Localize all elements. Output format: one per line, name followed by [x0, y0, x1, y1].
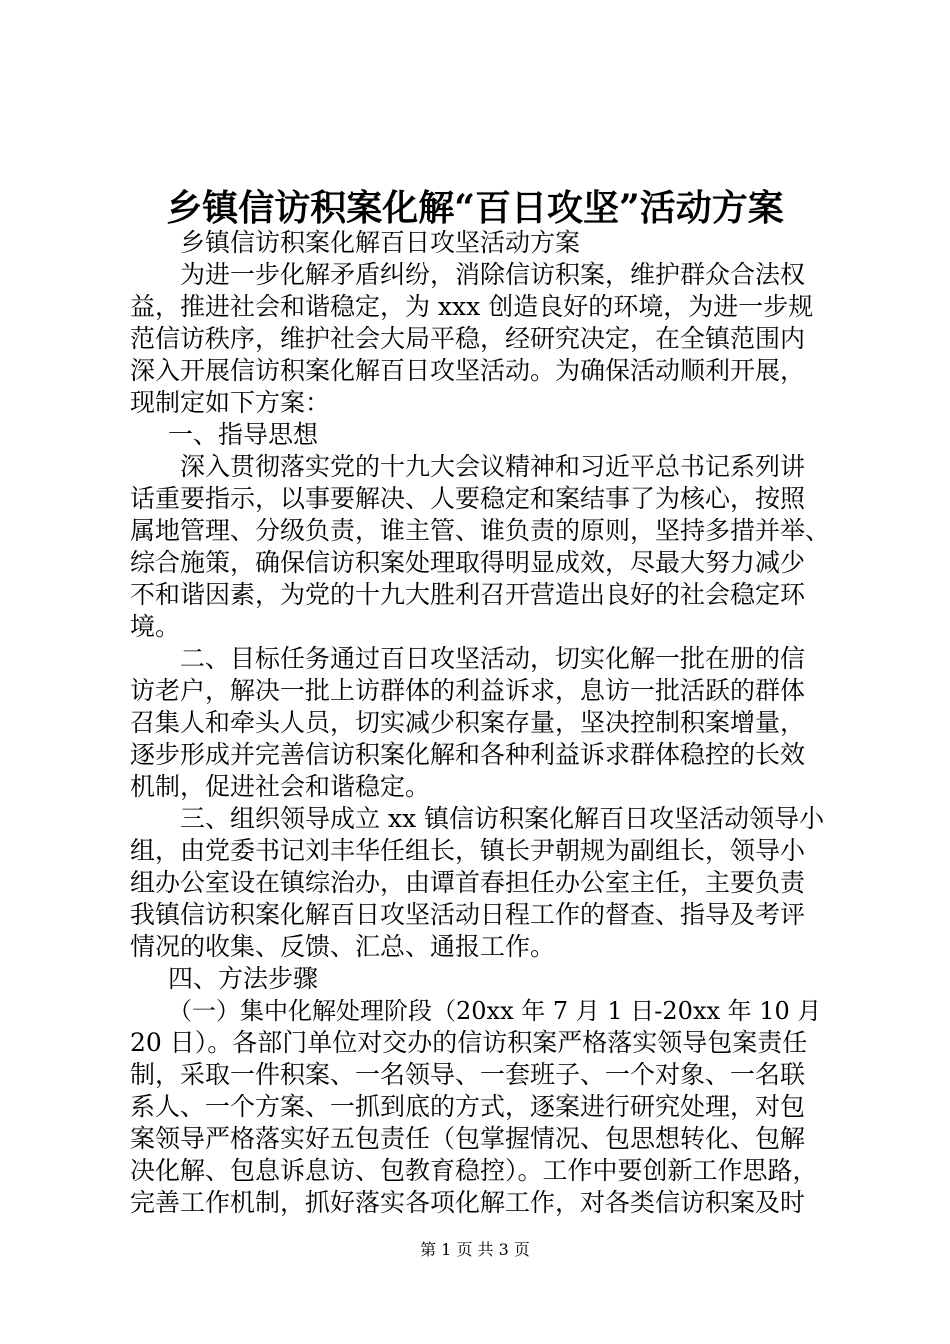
body-line: 我镇信访积案化解百日攻坚活动日程工作的督查、指导及考评	[130, 900, 806, 929]
body-line: 深入贯彻落实党的十九大会议精神和习近平总书记系列讲	[180, 452, 806, 481]
body-line: 二、目标任务通过百日攻坚活动，切实化解一批在册的信	[180, 644, 806, 673]
section-heading: 四、方法步骤	[168, 964, 319, 993]
body-line: 话重要指示，以事要解决、人要稳定和案结事了为核心，按照	[130, 484, 806, 513]
document-body	[130, 227, 830, 1219]
body-line: 机制，促进社会和谐稳定。	[130, 772, 431, 801]
body-line: 现制定如下方案：	[130, 388, 331, 417]
body-line: 系人、一个方案、一抓到底的方式，逐案进行研究处理，对包	[130, 1092, 806, 1121]
body-line: 组办公室设在镇综治办，由谭首春担任办公室主任，主要负责	[130, 868, 806, 897]
body-line: 属地管理、分级负责，谁主管、谁负责的原则，坚持多措并举、	[130, 516, 831, 545]
body-line: 制，采取一件积案、一名领导、一套班子、一个对象、一名联	[130, 1060, 806, 1089]
body-line: 召集人和牵头人员，切实减少积案存量，坚决控制积案增量，	[130, 708, 806, 737]
body-line: 决化解、包息诉息访、包教育稳控）。工作中要创新工作思路，	[130, 1156, 818, 1185]
section-heading: 一、指导思想	[168, 420, 319, 449]
body-line: 深入开展信访积案化解百日攻坚活动。为确保活动顺利开展，	[130, 356, 806, 385]
body-line: 益，推进社会和谐稳定，为 xxx 创造良好的环境，为进一步规	[130, 292, 814, 321]
body-line: 逐步形成并完善信访积案化解和各种利益诉求群体稳控的长效	[130, 740, 806, 769]
body-line: 不和谐因素，为党的十九大胜利召开营造出良好的社会稳定环	[130, 580, 806, 609]
document-title: 乡镇信访积案化解“百日攻坚”活动方案	[166, 187, 784, 229]
body-line: 综合施策，确保信访积案处理取得明显成效，尽最大努力减少	[130, 548, 806, 577]
body-line: （一）集中化解处理阶段（20xx 年 7 月 1 日-20xx 年 10 月	[168, 997, 822, 1025]
body-line: 完善工作机制，抓好落实各项化解工作，对各类信访积案及时	[130, 1188, 806, 1217]
body-line: 案领导严格落实好五包责任（包掌握情况、包思想转化、包解	[130, 1124, 806, 1153]
body-line: 乡镇信访积案化解百日攻坚活动方案	[180, 228, 581, 257]
body-line: 范信访秩序，维护社会大局平稳，经研究决定，在全镇范围内	[130, 324, 806, 353]
body-line: 20 日）。各部门单位对交办的信访积案严格落实领导包案责任	[130, 1028, 808, 1057]
body-line: 访老户，解决一批上访群体的利益诉求，息访一批活跃的群体	[130, 676, 806, 705]
page-footer: 第 1 页 共 3 页	[420, 1240, 530, 1259]
body-line: 为进一步化解矛盾纠纷，消除信访积案，维护群众合法权	[180, 260, 806, 289]
body-line: 组，由党委书记刘丰华任组长，镇长尹朝规为副组长，领导小	[130, 836, 806, 865]
body-line: 三、组织领导成立 xx 镇信访积案化解百日攻坚活动领导小	[180, 804, 825, 833]
body-line: 境。	[130, 612, 181, 641]
body-line: 情况的收集、反馈、汇总、通报工作。	[130, 932, 556, 961]
